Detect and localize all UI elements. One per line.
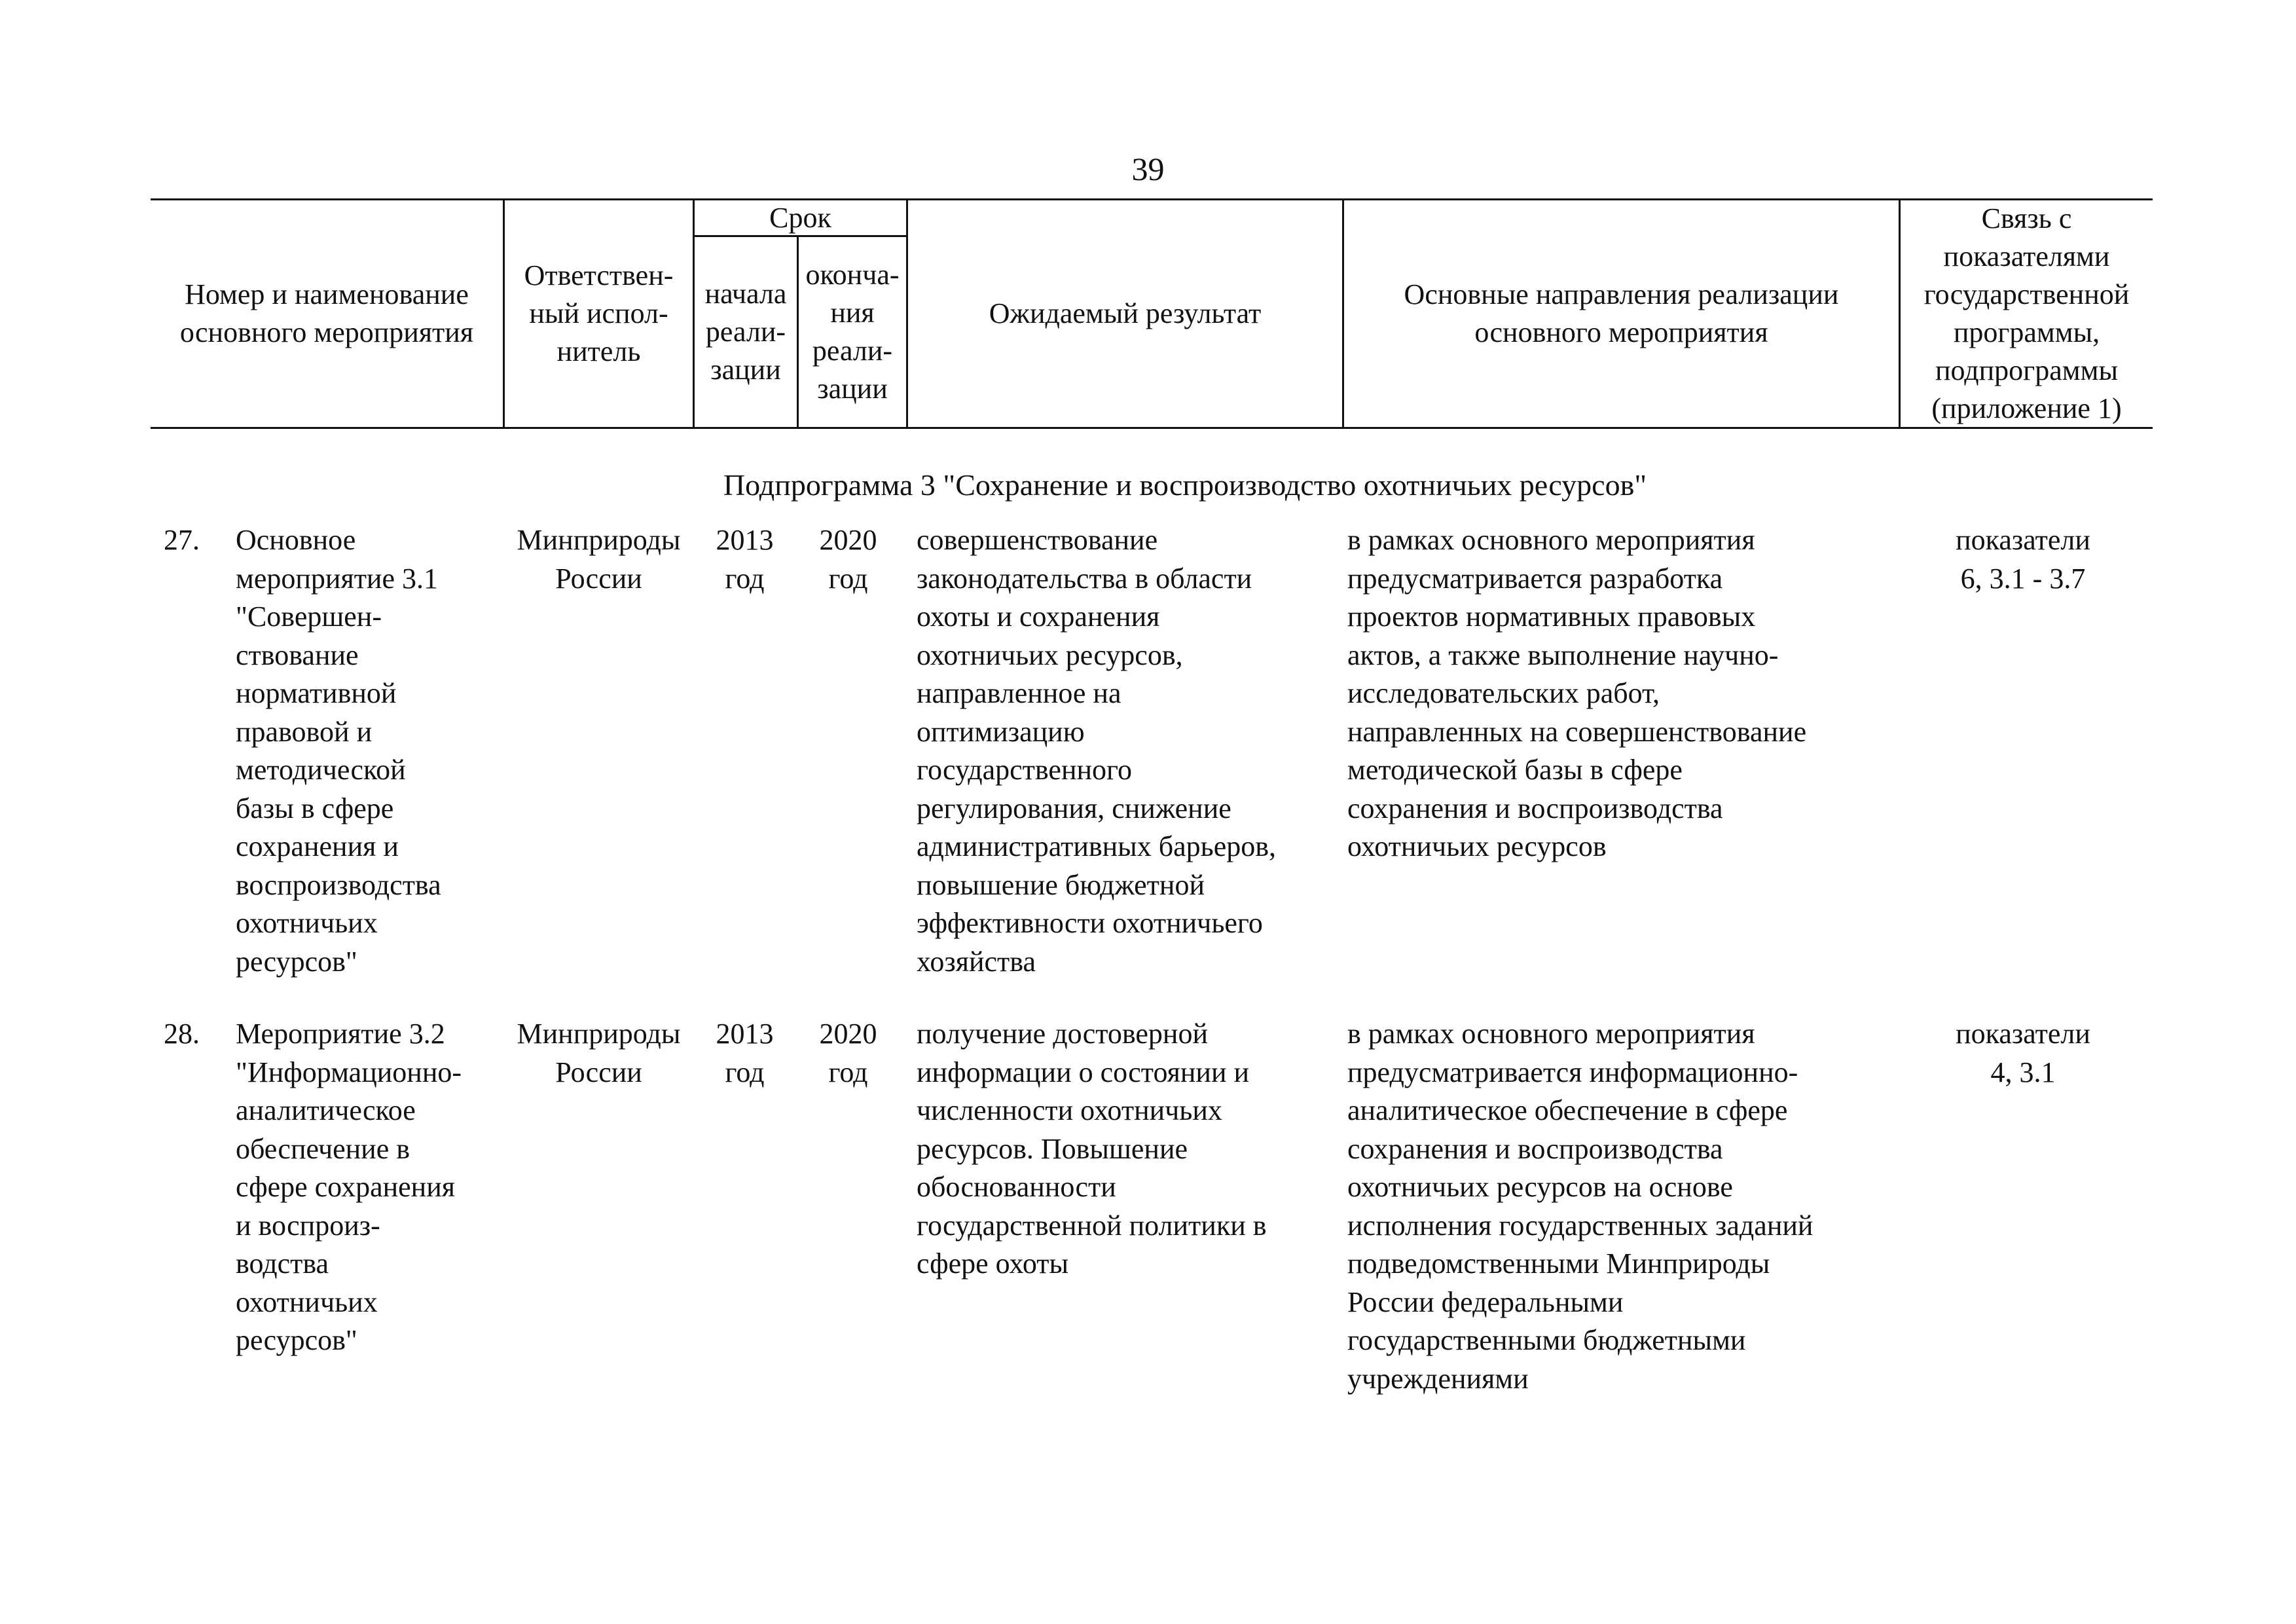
term-end: 2020 год — [819, 1018, 877, 1088]
executor: Минприроды России — [517, 524, 681, 595]
implementation-directions: в рамках основного мероприятия предусматривается информационно- аналитическое обеспечение в сфере сохранения и воспроизводства охотничьих ресурсов на основе исполнения государственных заданий подведомственными Минприроды России федеральными государственными бюджетными учреждениями — [1347, 1018, 1813, 1395]
expected-result: совершенствование законодательства в области охоты и сохранения охотничьих ресурсов, направленное на оптимизацию государственного регулирования, снижение административных барьеров, повышение бюджетной эффективности охотничьего хозяйства — [917, 524, 1277, 978]
indicator-link: показатели 6, 3.1 - 3.7 — [1956, 524, 2090, 595]
header-link: Связь с показателями государственной программы, подпрограммы (приложение 1) — [1923, 202, 2130, 424]
measure-name: Основное мероприятие 3.1 "Совершен- ствование нормативной правовой и методической базы в сфере сохранения и воспроизводства охотничьих ресурсов" — [236, 524, 441, 978]
term-start: 2013 год — [716, 524, 774, 595]
implementation-directions: в рамках основного мероприятия предусматривается разработка проектов нормативных правовых актов, а также выполнение научно- исследовательских работ, направленных на совершенствование методической базы в сфере сохранения и воспроизводства охотничьих ресурсов — [1347, 524, 1807, 862]
row-number: 28. — [164, 1018, 200, 1050]
term-end: 2020 год — [819, 524, 877, 595]
header-executor: Ответствен- ный испол- нитель — [524, 259, 674, 367]
header-name: Номер и наименование основного мероприятия — [179, 278, 474, 348]
executor: Минприроды России — [517, 1018, 681, 1088]
header-term-start: начала реали- зации — [704, 278, 787, 386]
header-term: Срок — [769, 201, 831, 234]
expected-result: получение достоверной информации о состоянии и численности охотничьих ресурсов. Повышение обоснованности государственной политики в сфере охоты — [917, 1018, 1267, 1280]
header-result: Ожидаемый результат — [989, 297, 1262, 329]
term-start: 2013 год — [716, 1018, 774, 1088]
header-term-end: оконча- ния реали- зации — [805, 259, 900, 405]
indicator-link: показатели 4, 3.1 — [1956, 1018, 2090, 1088]
page-number: 39 — [1131, 151, 1165, 187]
header-directions: Основные направления реализации основного мероприятия — [1404, 278, 1839, 348]
table-header — [151, 198, 2153, 429]
header-bottom-border — [151, 427, 2153, 429]
subprogram-title: Подпрограмма 3 "Сохранение и воспроизводство охотничьих ресурсов" — [723, 468, 1647, 502]
measure-name: Мероприятие 3.2 "Информационно- аналитическое обеспечение в сфере сохранения и воспроиз- водства охотничьих ресурсов" — [236, 1018, 462, 1356]
row-number: 27. — [164, 524, 200, 556]
